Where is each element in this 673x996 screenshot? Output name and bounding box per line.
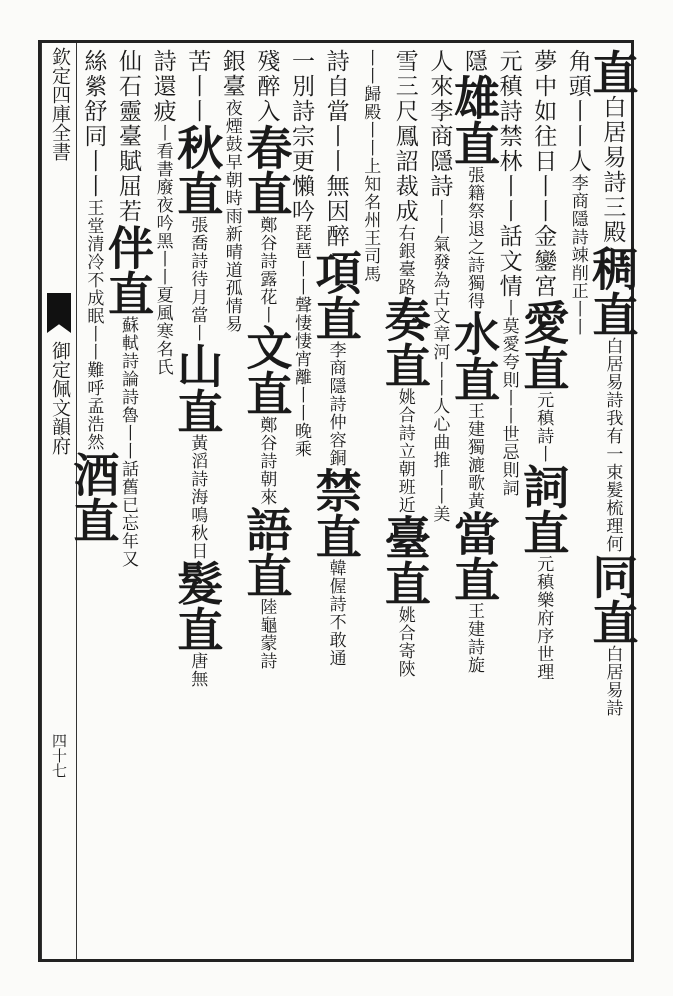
annotation-text: 白居易詩: [602, 645, 623, 717]
page-number: 四十七: [50, 733, 68, 778]
margin-header: 欽定四庫全書: [49, 47, 71, 161]
headword: 直: [585, 291, 640, 337]
headword: 語: [239, 506, 294, 552]
headword: 直: [170, 606, 225, 652]
annotation-text: 河丨丨人心曲: [429, 343, 450, 451]
headword: 當: [447, 510, 501, 556]
body-text: 詩還疲: [149, 49, 176, 124]
headword: 直: [239, 370, 294, 416]
annotation-text: 王建獨漉歌黃: [464, 402, 484, 510]
annotation-text: 推丨丨美: [429, 451, 450, 523]
annotation-text: 鄭谷詩露花丨: [256, 216, 277, 324]
body-text: 苦丨丨: [184, 49, 211, 124]
annotation-text: 夜煙鼓早朝時: [221, 99, 242, 207]
headword: 項: [308, 249, 363, 295]
headword: 直: [447, 356, 501, 402]
body-text: 雪三尺鳳詔裁成: [391, 49, 418, 224]
headword: 直: [585, 49, 640, 95]
headword: 直: [239, 552, 294, 598]
annotation-text: 唐無: [187, 652, 208, 688]
headword: 直: [308, 513, 363, 559]
body-text: 角頭丨丨人: [564, 49, 591, 174]
headword: 直: [516, 345, 571, 391]
annotation-text: 張喬詩待月當丨: [187, 216, 208, 342]
fish-tail-mark-icon: [47, 293, 71, 333]
headword: 伴: [101, 224, 155, 270]
headword: 直: [239, 170, 294, 216]
annotation-text: 李商隱詩竦削正丨丨: [567, 174, 588, 336]
annotation-text: 丨莫愛夸: [498, 299, 519, 371]
headword: 文: [239, 324, 294, 370]
annotation-text: 王建詩旋: [464, 602, 484, 674]
annotation-text: 蘇軾詩論詩魯丨丨話舊已忘年又: [118, 316, 138, 568]
annotation-text: 姚合詩立朝班近: [394, 388, 415, 514]
page-frame: [38, 40, 640, 962]
annotation-text: 丨丨氣發為古文章: [429, 199, 450, 343]
annotation-text: 元稹樂府序世理: [533, 555, 554, 681]
headword: 直: [66, 497, 121, 543]
annotation-text: 丨看書廢夜吟: [152, 124, 173, 232]
annotation-text: 道孤情易: [221, 261, 242, 333]
body-text: 殘醉入: [253, 49, 280, 124]
body-text: 詩自當丨丨無因醉: [322, 49, 349, 249]
body-text: 夢中如往日丨丨金鑾宮: [530, 49, 557, 299]
annotation-text: 姚合寄陝: [394, 606, 415, 678]
body-text: 元稹詩禁林丨丨話文情: [495, 49, 522, 299]
body-text: 絲縈舒同丨丨: [80, 49, 107, 199]
headword: 直: [308, 295, 363, 341]
book-title: 御定佩文韻府: [49, 341, 71, 455]
headword: 稠: [585, 245, 640, 291]
annotation-text: 丨丨歸: [360, 49, 381, 103]
annotation-text: 張籍祭退之詩獨得: [464, 166, 484, 310]
annotation-text: 雨新晴: [221, 207, 242, 261]
annotation-text: 琵琶丨丨聲悽悽: [291, 224, 311, 350]
headword: 直: [447, 120, 501, 166]
body-text: 仙石靈臺賦屈若: [115, 49, 141, 224]
headword: 同: [585, 553, 640, 599]
headword: 山: [170, 342, 225, 388]
headword: 直: [585, 599, 640, 645]
headword: 直: [516, 509, 571, 555]
annotation-text: 名氏: [152, 340, 173, 376]
headword: 臺: [377, 514, 432, 560]
headword: 禁: [308, 467, 363, 513]
annotation-text: 宵離丨丨晚乘: [291, 350, 311, 458]
annotation-text: 白居易詩我有一束髮梳理何: [602, 337, 623, 553]
headword: 直: [377, 560, 432, 606]
annotation-text: 王堂清冷不成眠丨丨難呼孟浩然: [83, 199, 104, 451]
text-column: [66, 49, 121, 953]
headword: 奏: [377, 296, 432, 342]
annotation-text: 則丨丨世忌則詞: [498, 371, 519, 497]
annotation-text: 李商隱詩仲容銅: [325, 341, 346, 467]
annotation-text: 陸龜蒙詩: [256, 598, 277, 670]
body-text: 隱: [461, 49, 487, 74]
headword: 秋: [170, 124, 225, 170]
headword: 雄: [447, 74, 501, 120]
headword: 髮: [170, 560, 225, 606]
body-text: 一別詩宗更懶吟: [288, 49, 314, 224]
headword: 詞: [516, 463, 571, 509]
annotation-text: 黑丨丨夏風寒: [152, 232, 173, 340]
body-text: 白居易詩三殿: [599, 95, 626, 245]
annotation-text: 黃滔詩海鳴秋日: [187, 434, 208, 560]
body-text: 人來李商隱詩: [426, 49, 453, 199]
headword: 直: [447, 556, 501, 602]
annotation-text: 元稹詩丨: [533, 391, 554, 463]
headword: 水: [447, 310, 501, 356]
annotation-text: 殿丨丨上知名: [360, 103, 381, 211]
headword: 直: [170, 388, 225, 434]
headword: 愛: [516, 299, 571, 345]
body-text: 銀臺: [218, 49, 245, 99]
headword: 直: [377, 342, 432, 388]
headword: 酒: [66, 451, 121, 497]
annotation-text: 右銀臺路: [394, 224, 415, 296]
headword: 直: [170, 170, 225, 216]
headword: 春: [239, 124, 294, 170]
annotation-text: 州王司馬: [360, 211, 381, 283]
annotation-text: 韓偓詩不敢通: [325, 559, 346, 667]
headword: 直: [101, 270, 155, 316]
annotation-text: 鄭谷詩朝來: [256, 416, 277, 506]
